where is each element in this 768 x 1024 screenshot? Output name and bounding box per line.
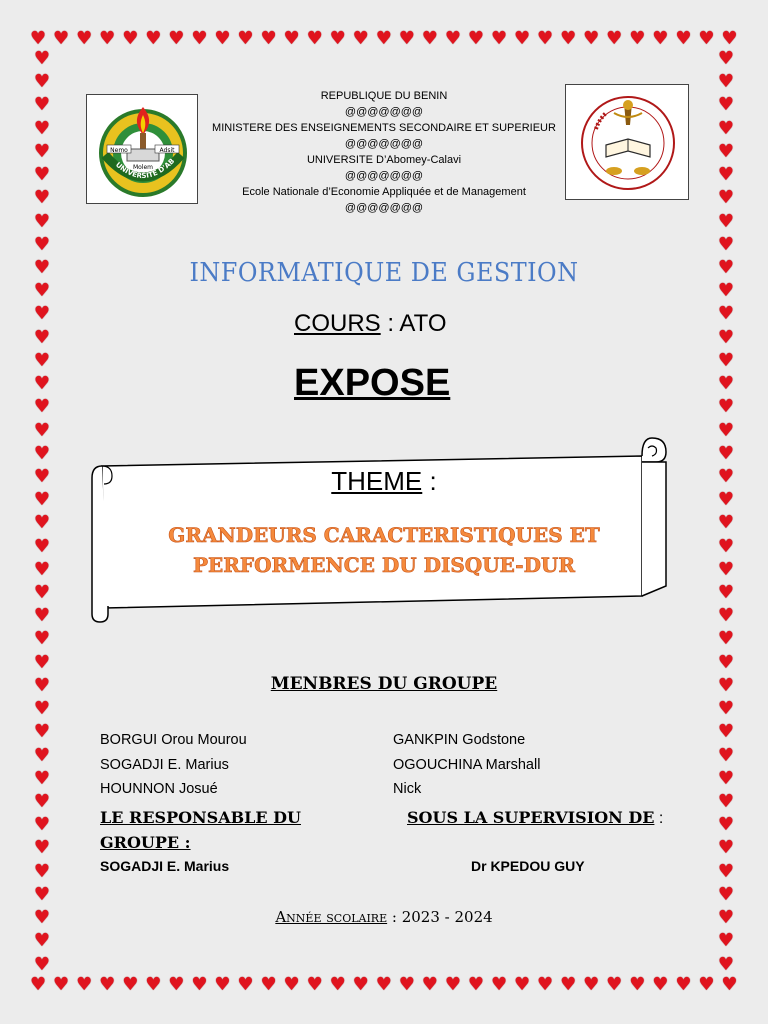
- heart-icon: ♥: [717, 837, 735, 859]
- heart-icon: ♥: [583, 974, 600, 995]
- heart-icon: ♥: [717, 233, 735, 255]
- heart-icon: ♥: [33, 489, 51, 511]
- header-line-separator: @@@@@@@: [344, 202, 424, 214]
- heart-icon: ♥: [33, 907, 51, 929]
- heart-icon: ♥: [306, 974, 323, 995]
- logo-ring-text: UNIVERSITE D'AB: [114, 157, 177, 181]
- heart-icon: ♥: [444, 28, 461, 49]
- heart-icon: ♥: [675, 974, 692, 995]
- heart-icon: ♥: [306, 28, 323, 49]
- heart-icon: ♥: [33, 628, 51, 650]
- heart-icon: ♥: [33, 349, 51, 371]
- supervision-label: [407, 808, 663, 828]
- document-type: EXPOSE: [294, 362, 451, 404]
- heart-icon: ♥: [145, 28, 162, 49]
- heart-icon: ♥: [717, 605, 735, 627]
- heart-icon: ♥: [99, 974, 116, 995]
- logo-text-nemo: Nemo: [110, 147, 128, 154]
- heart-icon: ♥: [168, 28, 185, 49]
- heart-icon: ♥: [375, 974, 392, 995]
- supervision-label-text: SOUS LA SUPERVISION DE: [407, 808, 655, 827]
- heart-icon: ♥: [237, 974, 254, 995]
- heart-icon: ♥: [490, 974, 508, 995]
- heart-icon: ♥: [33, 140, 51, 162]
- heart-icon: ♥: [33, 442, 51, 464]
- heart-icon: ♥: [33, 558, 51, 580]
- heart-icon: ♥: [629, 28, 646, 49]
- heart-icon: ♥: [352, 28, 369, 49]
- heart-icon: ♥: [513, 974, 531, 995]
- heart-icon: ♥: [237, 28, 254, 49]
- heart-icon: ♥: [99, 28, 116, 49]
- heart-icon: ♥: [421, 974, 438, 995]
- heart-icon: ♥: [398, 28, 415, 49]
- heart-icon: ♥: [33, 280, 51, 302]
- heart-icon: ♥: [30, 974, 47, 995]
- heart-icon: ♥: [467, 974, 485, 995]
- heart-icon: ♥: [444, 974, 461, 995]
- heart-icon: ♥: [717, 48, 735, 69]
- heart-icon: ♥: [717, 280, 735, 302]
- heart-icon: ♥: [421, 28, 438, 49]
- heart-icon: ♥: [329, 28, 346, 49]
- heart-icon: ♥: [717, 140, 735, 162]
- heart-icon: ♥: [717, 744, 735, 766]
- header-line-republic: REPUBLIQUE DU BENIN: [320, 90, 448, 102]
- heart-icon: ♥: [33, 814, 51, 836]
- heart-icon: ♥: [53, 974, 70, 995]
- heart-icon: ♥: [33, 744, 51, 766]
- heart-icon: ♥: [717, 628, 735, 650]
- header-line-separator: @@@@@@@: [344, 106, 424, 118]
- heart-icon: ♥: [214, 28, 231, 49]
- academic-year-label: Année scolaire: [275, 908, 388, 926]
- school-logo-frame: [565, 84, 689, 200]
- academic-year-separator: :: [387, 908, 402, 926]
- heart-icon: ♥: [717, 94, 735, 116]
- heart-icon: ♥: [721, 28, 738, 49]
- heart-icon: ♥: [33, 396, 51, 418]
- heart-icon: ♥: [652, 28, 669, 49]
- heart-icon: ♥: [629, 974, 646, 995]
- university-abomey-calavi-logo-icon: [87, 95, 199, 205]
- course-line: [294, 310, 446, 338]
- heart-icon: ♥: [717, 930, 735, 952]
- heart-icon: ♥: [721, 974, 738, 995]
- heart-border-bottom: [30, 976, 738, 996]
- heart-icon: ♥: [33, 837, 51, 859]
- university-logo-frame: [86, 94, 198, 204]
- heart-icon: ♥: [33, 953, 51, 975]
- heart-icon: ♥: [33, 791, 51, 812]
- heart-icon: ♥: [33, 883, 51, 905]
- heart-icon: ♥: [717, 303, 735, 325]
- course-separator: :: [380, 310, 400, 337]
- responsible-label-line-1: LE RESPONSABLE DU: [100, 808, 301, 827]
- heart-icon: ♥: [537, 974, 554, 995]
- heart-icon: ♥: [717, 791, 735, 812]
- heart-icon: ♥: [717, 883, 735, 905]
- course-value: ATO: [399, 310, 447, 337]
- member-name: Nick: [393, 781, 422, 797]
- heart-icon: ♥: [33, 233, 51, 255]
- heart-icon: ♥: [283, 28, 300, 49]
- heart-icon: ♥: [33, 373, 51, 395]
- theme-heading: [0, 466, 768, 497]
- heart-icon: ♥: [260, 974, 277, 995]
- heart-icon: ♥: [33, 48, 51, 69]
- heart-icon: ♥: [717, 489, 735, 511]
- heart-icon: ♥: [717, 349, 735, 371]
- members-title: MENBRES DU GROUPE: [270, 674, 498, 694]
- heart-icon: ♥: [33, 674, 51, 696]
- heart-icon: ♥: [717, 187, 735, 209]
- heart-icon: ♥: [717, 651, 735, 673]
- heart-icon: ♥: [33, 303, 51, 325]
- heart-border-top: [30, 30, 738, 50]
- heart-icon: ♥: [33, 535, 51, 557]
- responsible-label-line-2: GROUPE :: [100, 833, 191, 852]
- heart-icon: ♥: [33, 698, 51, 720]
- heart-icon: ♥: [560, 974, 577, 995]
- academic-year-value: 2023 - 2024: [401, 908, 493, 926]
- heart-icon: ♥: [717, 721, 735, 743]
- logo-text-adsit: Adsit: [159, 147, 175, 154]
- header-line-separator: @@@@@@@: [344, 170, 424, 182]
- heart-icon: ♥: [191, 28, 208, 49]
- heart-icon: ♥: [717, 558, 735, 580]
- heart-icon: ♥: [606, 974, 623, 995]
- heart-icon: ♥: [717, 373, 735, 395]
- heart-icon: ♥: [717, 767, 735, 789]
- heart-icon: ♥: [513, 28, 531, 49]
- heart-border-left: [32, 50, 52, 974]
- heart-icon: ♥: [717, 256, 735, 278]
- heart-icon: ♥: [33, 767, 51, 789]
- heart-icon: ♥: [283, 974, 300, 995]
- heart-icon: ♥: [717, 512, 735, 534]
- heart-icon: ♥: [145, 974, 162, 995]
- member-name: BORGUI Orou Mourou: [100, 732, 247, 748]
- enseam-logo-icon: [566, 85, 690, 201]
- heart-icon: ♥: [122, 28, 139, 49]
- supervision-separator: :: [654, 810, 664, 827]
- heart-icon: ♥: [583, 28, 600, 49]
- heart-icon: ♥: [717, 907, 735, 929]
- heart-icon: ♥: [33, 419, 51, 441]
- heart-icon: ♥: [76, 28, 93, 49]
- heart-icon: ♥: [260, 28, 277, 49]
- heart-icon: ♥: [33, 860, 51, 882]
- heart-icon: ♥: [717, 674, 735, 696]
- supervisor-name: Dr KPEDOU GUY: [471, 858, 585, 874]
- theme-label: THEME: [331, 466, 423, 496]
- heart-icon: ♥: [33, 164, 51, 186]
- heart-icon: ♥: [33, 512, 51, 534]
- heart-icon: ♥: [168, 974, 185, 995]
- header-line-university: UNIVERSITE D’Abomey-Calavi: [306, 154, 462, 166]
- heart-icon: ♥: [606, 28, 623, 49]
- heart-icon: ♥: [33, 721, 51, 743]
- heart-icon: ♥: [698, 974, 715, 995]
- heart-icon: ♥: [33, 582, 51, 604]
- heart-icon: ♥: [490, 28, 508, 49]
- heart-icon: ♥: [33, 94, 51, 116]
- logo-text-molem: Molem: [132, 164, 154, 171]
- header-line-school: Ecole Nationale d’Economie Appliquée et de Management: [242, 186, 526, 198]
- member-name: SOGADJI E. Marius: [100, 757, 229, 773]
- heart-icon: ♥: [717, 326, 735, 348]
- heart-icon: ♥: [717, 164, 735, 186]
- heart-icon: ♥: [375, 28, 392, 49]
- responsible-name: SOGADJI E. Marius: [100, 858, 230, 874]
- institution-header: [200, 88, 568, 216]
- heart-icon: ♥: [33, 256, 51, 278]
- heart-icon: ♥: [33, 326, 51, 348]
- heart-icon: ♥: [652, 974, 669, 995]
- heart-icon: ♥: [191, 974, 208, 995]
- heart-icon: ♥: [122, 974, 139, 995]
- heart-icon: ♥: [76, 974, 93, 995]
- header-line-separator: @@@@@@@: [344, 138, 424, 150]
- theme-subject-line-2: PERFORMENCE DU DISQUE-DUR: [192, 553, 575, 577]
- heart-icon: ♥: [537, 28, 554, 49]
- heart-border-right: [716, 50, 736, 974]
- heart-icon: ♥: [33, 117, 51, 139]
- heart-icon: ♥: [53, 28, 70, 49]
- heart-icon: ♥: [717, 442, 735, 464]
- heart-icon: ♥: [33, 71, 51, 93]
- heart-icon: ♥: [329, 974, 346, 995]
- heart-icon: ♥: [467, 28, 485, 49]
- heart-icon: ♥: [33, 605, 51, 627]
- heart-icon: ♥: [560, 28, 577, 49]
- heart-icon: ♥: [33, 930, 51, 952]
- heart-icon: ♥: [698, 28, 715, 49]
- theme-separator: :: [422, 466, 437, 496]
- heart-icon: ♥: [33, 187, 51, 209]
- heart-icon: ♥: [717, 419, 735, 441]
- heart-icon: ♥: [398, 974, 415, 995]
- heart-icon: ♥: [352, 974, 369, 995]
- heart-icon: ♥: [33, 210, 51, 232]
- program-title: INFORMATIQUE DE GESTION: [189, 258, 579, 288]
- member-name: HOUNNON Josué: [100, 781, 218, 797]
- heart-icon: ♥: [717, 860, 735, 882]
- heart-icon: ♥: [717, 953, 735, 975]
- heart-icon: ♥: [717, 117, 735, 139]
- heart-icon: ♥: [33, 651, 51, 673]
- heart-icon: ♥: [717, 582, 735, 604]
- heart-icon: ♥: [717, 396, 735, 418]
- heart-icon: ♥: [717, 698, 735, 720]
- theme-subject-line-1: GRANDEURS CARACTERISTIQUES ET: [168, 523, 600, 547]
- heart-icon: ♥: [717, 210, 735, 232]
- heart-icon: ♥: [717, 71, 735, 93]
- heart-icon: ♥: [30, 28, 47, 49]
- academic-year: [0, 907, 768, 929]
- heart-icon: ♥: [717, 814, 735, 836]
- heart-icon: ♥: [33, 465, 51, 487]
- heart-icon: ♥: [717, 465, 735, 487]
- heart-icon: ♥: [214, 974, 231, 995]
- theme-subject: [150, 520, 618, 580]
- header-line-ministry: MINISTERE DES ENSEIGNEMENTS SECONDAIRE ET SUPERIEUR: [212, 122, 556, 134]
- course-label: COURS: [294, 310, 381, 337]
- heart-icon: ♥: [675, 28, 692, 49]
- member-name: OGOUCHINA Marshall: [393, 757, 541, 773]
- member-name: GANKPIN Godstone: [393, 732, 526, 748]
- heart-icon: ♥: [717, 535, 735, 557]
